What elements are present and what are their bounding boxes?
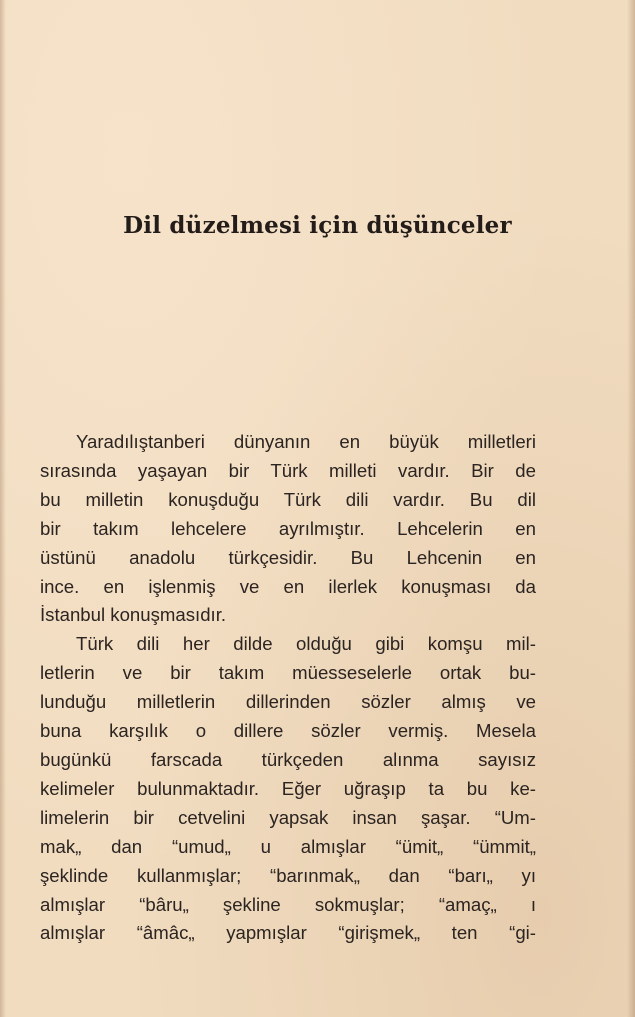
text-line: İstanbul konuşmasıdır. <box>40 604 227 626</box>
text-line: letlerin ve bir takım müesseselerle ortak bu- <box>40 662 536 684</box>
text-line: bugünkü farscada türkçeden alınma sayısız <box>40 748 536 770</box>
text-line: bu milletin konuşduğu Türk dili vardır. Bu dil <box>40 488 536 510</box>
text-line: bir takım lehcelere ayrılmıştır. Lehcelerin en <box>40 517 536 539</box>
text-line: ince. en işlenmiş ve en ilerlek konuşması da <box>40 575 536 597</box>
text-line: almışlar “bâru„ şekline sokmuşlar; “amaç„ ı <box>40 893 536 915</box>
page-title: Dil düzelmesi için düşünceler <box>123 212 512 239</box>
paragraph-2 <box>40 630 536 948</box>
page-edge-right <box>627 0 635 1017</box>
text-line: Yaradılıştanberi dünyanın en büyük milletleri <box>76 431 536 452</box>
text-line: kelimeler bulunmaktadır. Eğer uğraşıp ta bu ke- <box>40 777 536 799</box>
body-text <box>40 428 536 948</box>
text-line: mak„ dan “umud„ u almışlar “ümit„ “ümmit„ <box>40 835 536 857</box>
text-line: buna karşılık o dillere sözler vermiş. Mesela <box>40 720 536 742</box>
text-line: Türk dili her dilde olduğu gibi komşu mil- <box>76 633 536 655</box>
paragraph-1 <box>40 428 536 630</box>
text-line: lunduğu milletlerin dillerinden sözler almış ve <box>40 691 536 713</box>
text-line: üstünü anadolu türkçesidir. Bu Lehcenin en <box>40 546 536 568</box>
page-edge-left <box>0 0 6 1017</box>
text-line: sırasında yaşayan bir Türk milleti vardır. Bir de <box>40 459 536 481</box>
text-line: şeklinde kullanmışlar; “barınmak„ dan “barı„ yı <box>40 864 536 886</box>
text-line: limelerin bir cetvelini yapsak insan şaşar. “Um- <box>40 806 536 828</box>
text-line: almışlar “âmâc„ yapmışlar “girişmek„ ten “gi- <box>40 922 536 944</box>
